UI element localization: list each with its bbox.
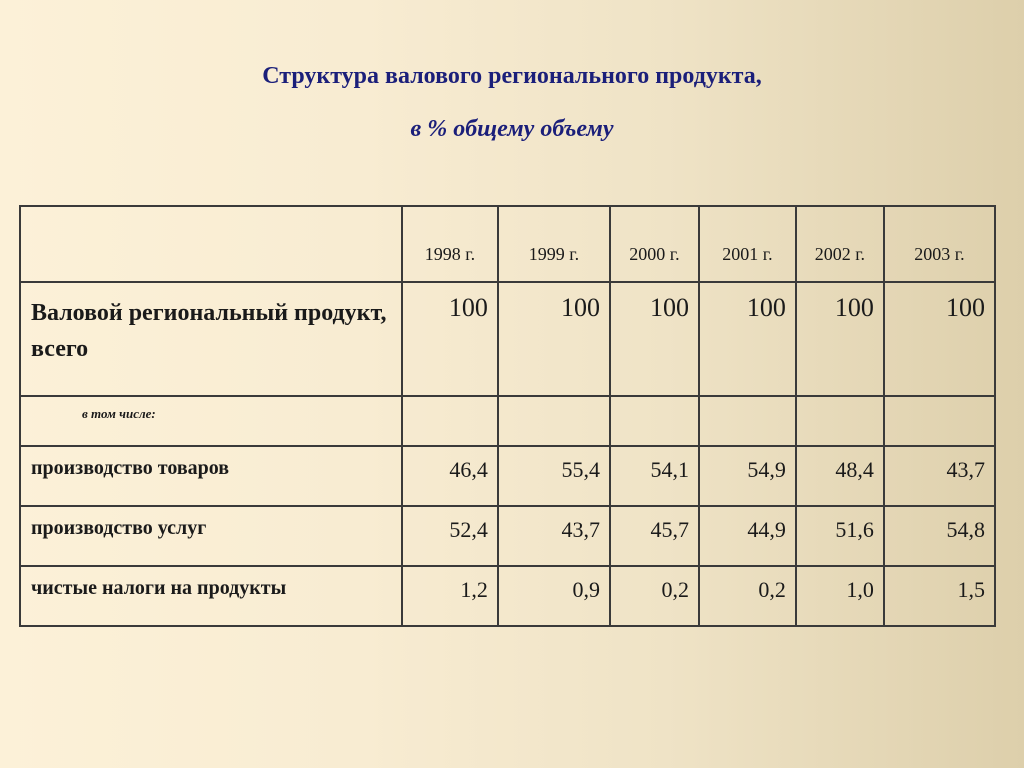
value-cell — [884, 506, 995, 566]
cell-value: 54,8 — [946, 517, 985, 542]
cell-value: 45,7 — [650, 517, 689, 542]
row-label-cell — [20, 282, 402, 396]
table-row — [20, 566, 995, 626]
value-cell — [498, 566, 610, 626]
value-cell — [699, 282, 796, 396]
table-row — [20, 506, 995, 566]
cell-value: 43,7 — [561, 517, 601, 542]
table-header-row — [20, 206, 995, 282]
cell-value: 44,9 — [747, 517, 786, 542]
cell-value: 100 — [834, 293, 874, 322]
cell-value: 43,7 — [946, 457, 985, 482]
value-cell — [498, 446, 610, 506]
table-row — [20, 446, 995, 506]
cell-value: 1,5 — [957, 577, 985, 602]
row-label-cell — [20, 396, 402, 446]
cell-value: 0,9 — [572, 577, 601, 602]
empty-cell — [796, 396, 884, 446]
cell-value: 54,1 — [650, 457, 689, 482]
header-cell-year — [699, 206, 796, 282]
cell-value: 55,4 — [561, 457, 601, 482]
table-row-including — [20, 396, 995, 446]
year-label: 1999 г. — [528, 244, 580, 264]
cell-value: 100 — [561, 293, 601, 322]
cell-value: 0,2 — [758, 577, 786, 602]
row-label: производство услуг — [31, 517, 207, 539]
header-cell-year — [796, 206, 884, 282]
value-cell — [884, 446, 995, 506]
header-cell-year — [610, 206, 699, 282]
row-label: Валовой региональный продукт, всего — [31, 300, 387, 362]
year-label: 2000 г. — [629, 244, 680, 264]
table-row-total — [20, 282, 995, 396]
value-cell — [796, 282, 884, 396]
cell-value: 1,0 — [846, 577, 874, 602]
value-cell — [796, 446, 884, 506]
year-label: 1998 г. — [424, 244, 476, 264]
year-label: 2002 г. — [814, 244, 866, 264]
cell-value: 1,2 — [460, 577, 488, 602]
slide-subtitle: в % общему объему — [410, 116, 614, 142]
cell-value: 0,2 — [661, 577, 689, 602]
row-label: производство товаров — [31, 457, 230, 479]
cell-value: 52,4 — [449, 517, 488, 542]
including-label: в том числе: — [82, 406, 156, 421]
grp-structure-table — [19, 205, 996, 627]
empty-cell — [498, 396, 610, 446]
cell-value: 48,4 — [835, 457, 874, 482]
row-label-cell — [20, 566, 402, 626]
cell-value: 51,6 — [835, 517, 874, 542]
row-label-cell — [20, 506, 402, 566]
value-cell — [610, 446, 699, 506]
cell-value: 100 — [448, 293, 488, 322]
cell-value: 100 — [649, 293, 689, 322]
value-cell — [884, 566, 995, 626]
value-cell — [402, 506, 498, 566]
empty-cell — [884, 396, 995, 446]
value-cell — [402, 566, 498, 626]
value-cell — [610, 566, 699, 626]
header-cell-year — [402, 206, 498, 282]
value-cell — [699, 506, 796, 566]
header-cell-year — [884, 206, 995, 282]
value-cell — [796, 506, 884, 566]
cell-value: 54,9 — [747, 457, 786, 482]
cell-value: 46,4 — [449, 457, 488, 482]
value-cell — [498, 506, 610, 566]
value-cell — [884, 282, 995, 396]
cell-value: 100 — [746, 293, 786, 322]
header-cell-year — [498, 206, 610, 282]
empty-cell — [610, 396, 699, 446]
cell-value: 100 — [946, 293, 985, 322]
value-cell — [699, 446, 796, 506]
empty-cell — [699, 396, 796, 446]
year-label: 2001 г. — [722, 244, 773, 264]
year-label: 2003 г. — [914, 244, 965, 264]
value-cell — [402, 282, 498, 396]
value-cell — [498, 282, 610, 396]
header-cell-empty — [20, 206, 402, 282]
value-cell — [402, 446, 498, 506]
row-label-cell — [20, 446, 402, 506]
value-cell — [796, 566, 884, 626]
slide-title: Структура валового регионального продукта, — [262, 63, 762, 89]
value-cell — [610, 506, 699, 566]
value-cell — [699, 566, 796, 626]
row-label: чистые налоги на продукты — [31, 577, 287, 599]
empty-cell — [402, 396, 498, 446]
value-cell — [610, 282, 699, 396]
